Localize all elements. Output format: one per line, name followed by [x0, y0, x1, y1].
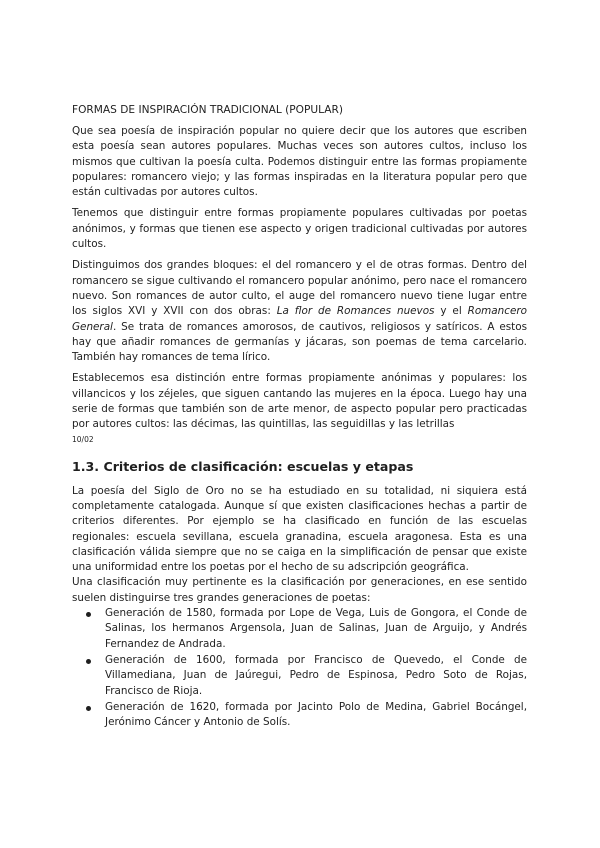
- paragraph-other-forms: Establecemos esa distinción entre formas propiamente anónimas y populares: los villancicos y los zéjeles, que siguen cantando las mujeres en la época. Luego hay una serie de formas que también son de arte menor, de aspecto popular pero practicadas por autores cultos: las décimas, las quintillas, las seguidillas y las letrillas: [72, 372, 527, 431]
- romancero-text-3: . Se trata de romances amorosos, de cautivos, religiosos y satíricos. A estos hay que añadir romances de germanías y jácaras, son poemas de tema carcelario. También hay romances de tema lírico.: [72, 320, 527, 364]
- generation-text: Generación de 1580, formada por Lope de Vega, Luis de Gongora, el Conde de Salinas, los hermanos Argensola, Juan de Salinas, Juan de Arguijo, y Andrés Fernandez de Andrada.: [105, 607, 527, 650]
- subsection-heading: 1.3. Criterios de clasificación: escuelas y etapas: [72, 458, 414, 474]
- bullet-icon: [86, 706, 91, 711]
- bullet-icon: [86, 612, 91, 617]
- work-title-flor-de-romances: La flor de Romances nuevos: [276, 305, 435, 318]
- paragraph-popular-inspiration: Que sea poesía de inspiración popular no quiere decir que los autores que escriben esta poesía sean autores populares. Muchas veces son autores cultos, incluso los mismos que cultivan la poesía culta. Podemos distinguir entre las formas propiamente populares: romancero viejo; y las formas inspiradas en la literatura popular pero que están cultivadas por autores cultos.: [72, 125, 527, 199]
- paragraph-distinction: Tenemos que distinguir entre formas propiamente populares cultivadas por poetas anónimos, y formas que tienen ese aspecto y origen tradicional cultivadas por autores cultos.: [72, 207, 527, 251]
- bullet-icon: [86, 659, 91, 664]
- paragraph-romancero: [72, 258, 527, 365]
- date-label: 10/02: [72, 434, 94, 444]
- list-item: [72, 606, 527, 652]
- work-title-romancero-general: Romancero General: [72, 305, 527, 333]
- romancero-text-2: y el: [434, 305, 468, 318]
- section-heading: FORMAS DE INSPIRACIÓN TRADICIONAL (POPULAR): [72, 104, 344, 116]
- generation-text: Generación de 1600, formada por Francisco de Quevedo, el Conde de Villamediana, Juan de Jaúregui, Pedro de Espinosa, Pedro Soto de Rojas, Francisco de Rioja.: [105, 653, 527, 697]
- paragraph-generations-intro: Una clasificación muy pertinente es la clasificación por generaciones, en ese sentido suelen distinguirse tres grandes generaciones de poetas:: [72, 576, 527, 604]
- list-item: [72, 653, 527, 699]
- generation-text: Generación de 1620, formada por Jacinto Polo de Medina, Gabriel Bocángel, Jerónimo Cáncer y Antonio de Solís.: [105, 700, 527, 729]
- document-page: [72, 103, 527, 731]
- generations-list: [72, 606, 527, 730]
- romancero-text-1: Distinguimos dos grandes bloques: el del romancero y el de otras formas. Dentro del romancero se sigue cultivando el romancero popular anónimo, pero nace el romancero nuevo. Son romances de autor culto, el auge del romancero nuevo tiene lugar entre los siglos XVI y XVII con dos obras:: [72, 259, 527, 318]
- paragraph-classification: La poesía del Siglo de Oro no se ha estudiado en su totalidad, ni siquiera está completamente catalogada. Aunque sí que existen clasificaciones hechas a partir de criterios diferentes. Por ejemplo se ha clasificado en función de las escuelas regionales: escuela sevillana, escuela granadina, escuela aragonesa. Esta es una clasificación válida siempre que no se caiga en la simplificación de pensar que existe una uniformidad entre los poetas por el hecho de su adscripción geográfica.: [72, 484, 527, 574]
- list-item: [72, 700, 527, 731]
